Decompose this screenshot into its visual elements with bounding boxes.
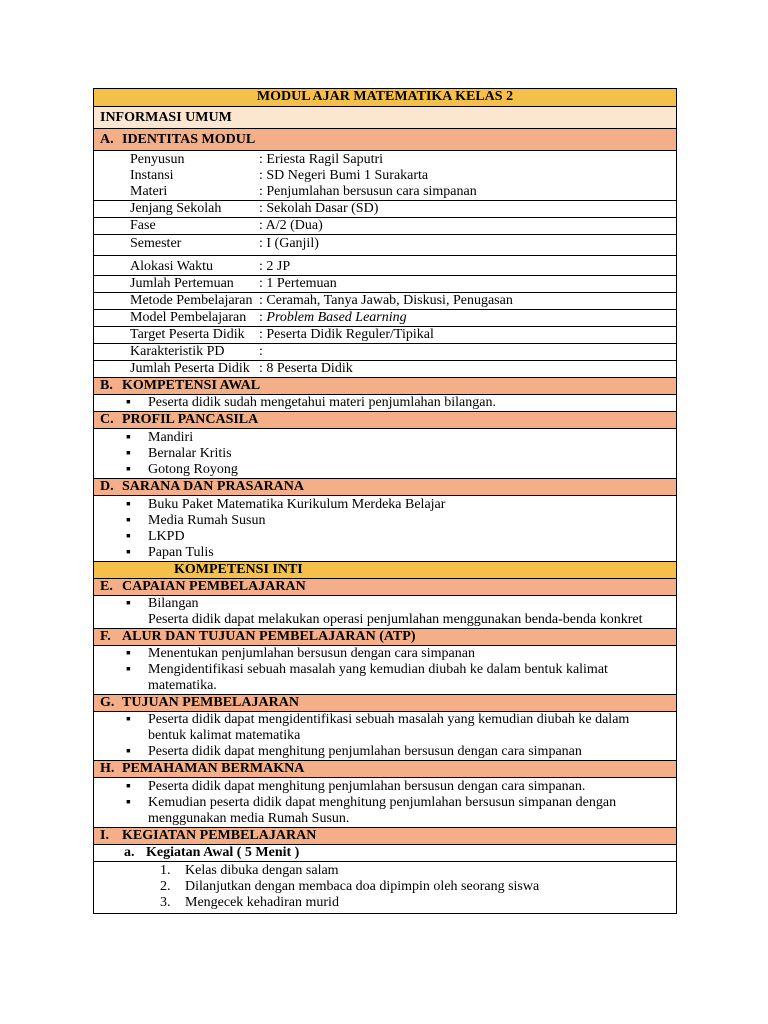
identitas-row: Materi : Penjumlahan bersusun cara simpanan [130,184,477,199]
section-a-heading: A. IDENTITAS MODUL [94,129,676,151]
atp-list [94,646,676,695]
list-item: ▪ Peserta didik dapat mengidentifikasi sebuah masalah yang kemudian diubah ke dalam bentuk kalimat matematika [126,712,630,743]
identitas-row: Jumlah Pertemuan : 1 Pertemuan [94,276,676,293]
section-d-heading: D. SARANA DAN PRASARANA [94,479,676,496]
list-item: ▪ LKPD [126,529,185,544]
identitas-row: Karakteristik PD : [94,344,676,361]
tujuan-list [94,712,676,761]
section-f-heading: F. ALUR DAN TUJUAN PEMBELAJARAN (ATP) [94,629,676,646]
identitas-block-2 [94,256,676,276]
kegiatan-awal-steps [94,862,676,914]
identitas-row: Penyusun : Eriesta Ragil Saputri [130,152,384,167]
list-item: ▪ Menentukan penjumlahan bersusun dengan cara simpanan [126,646,475,661]
section-e-heading: E. CAPAIAN PEMBELAJARAN [94,579,676,596]
list-item: ▪ Peserta didik dapat menghitung penjumlahan bersusun dengan cara simpanan. [126,779,586,794]
list-item-description: Peserta didik dapat melakukan operasi penjumlahan menggunakan benda-benda konkret [148,612,643,627]
list-item: ▪ Buku Paket Matematika Kurikulum Merdeka Belajar [126,497,446,512]
pemahaman-list [94,778,676,828]
kompetensi-inti-heading: KOMPETENSI INTI [94,562,676,579]
profil-list [94,429,676,479]
identitas-row: Instansi : SD Negeri Bumi 1 Surakarta [130,168,429,183]
list-item: ▪ Bilangan [126,596,199,611]
identitas-row: Jumlah Peserta Didik : 8 Peserta Didik [94,361,676,378]
identitas-block-1 [94,151,676,201]
list-item: ▪ Kemudian peserta didik dapat menghitung penjumlahan bersusun simpanan dengan menggunakan media Rumah Susun. [126,795,617,826]
section-c-heading: C. PROFIL PANCASILA [94,412,676,429]
informasi-umum-heading: INFORMASI UMUM [94,107,676,129]
document-title: MODUL AJAR MATEMATIKA KELAS 2 [94,89,676,107]
list-item: ▪ Mengidentifikasi sebuah masalah yang kemudian diubah ke dalam bentuk kalimat matematika. [126,662,608,693]
list-item: ▪ Bernalar Kritis [126,446,232,461]
identitas-row: Semester : I (Ganjil) [94,235,676,256]
identitas-row: Metode Pembelajaran : Ceramah, Tanya Jawab, Diskusi, Penugasan [94,293,676,310]
identitas-row: Alokasi Waktu : 2 JP [130,259,291,274]
list-item: 2. Dilanjutkan dengan membaca doa dipimpin oleh seorang siswa [160,879,540,894]
section-g-heading: G. TUJUAN PEMBELAJARAN [94,695,676,712]
list-item: ▪ Mandiri [126,430,194,445]
identitas-row: Fase : A/2 (Dua) [94,218,676,235]
sarana-list [94,496,676,562]
kegiatan-awal-heading: a. Kegiatan Awal ( 5 Menit ) [94,845,676,862]
list-item: ▪ Gotong Royong [126,462,238,477]
capaian-list [94,596,676,629]
section-b-heading: B. KOMPETENSI AWAL [94,378,676,395]
identitas-row: Model Pembelajaran : Problem Based Learning [94,310,676,327]
list-item: ▪ Peserta didik sudah mengetahui materi penjumlahan bilangan. [126,395,496,410]
module-document [93,88,677,914]
kompetensi-awal-list [94,395,676,412]
list-item: 1. Kelas dibuka dengan salam [160,863,339,878]
list-item: ▪ Media Rumah Susun [126,513,266,528]
list-item: ▪ Peserta didik dapat menghitung penjumlahan bersusun dengan cara simpanan [126,744,582,759]
identitas-row: Target Peserta Didik : Peserta Didik Reguler/Tipikal [94,327,676,344]
section-h-heading: H. PEMAHAMAN BERMAKNA [94,761,676,778]
list-item: ▪ Papan Tulis [126,545,214,560]
identitas-row: Jenjang Sekolah : Sekolah Dasar (SD) [94,201,676,218]
section-i-heading: I. KEGIATAN PEMBELAJARAN [94,828,676,845]
list-item: 3. Mengecek kehadiran murid [160,895,339,910]
